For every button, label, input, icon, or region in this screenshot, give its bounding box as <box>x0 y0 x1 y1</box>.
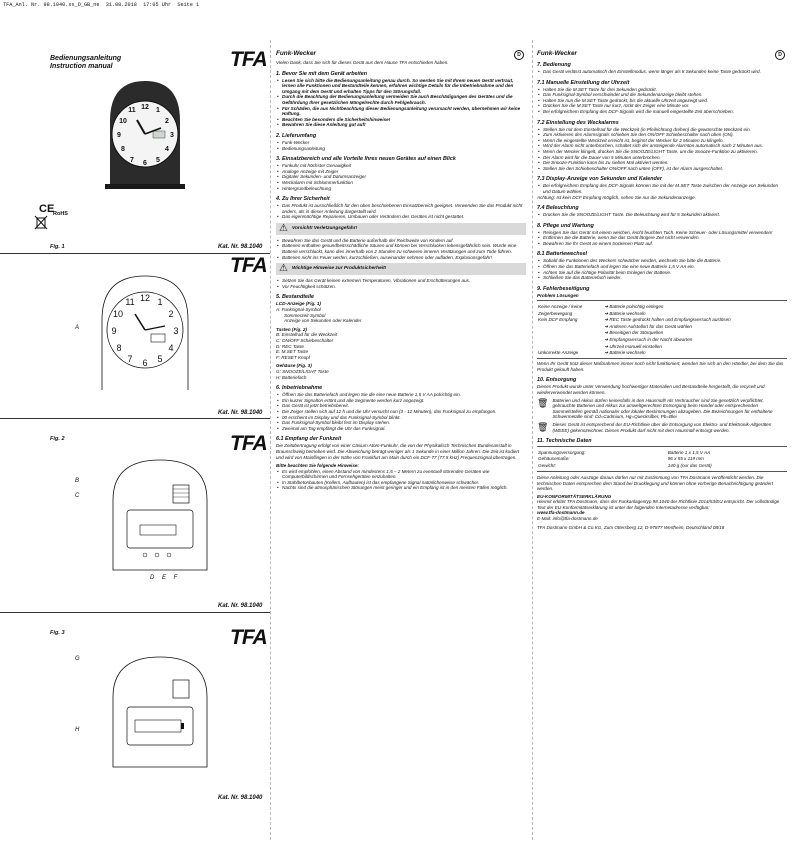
table-row: ➜ Anderen Aufstellort für das Gerät wählen <box>604 323 692 329</box>
tfa-logo: TFA <box>230 626 267 649</box>
divider <box>0 612 270 613</box>
section-heading: 7.3 Display-Anzeige von Sekunden und Kalender <box>537 176 662 183</box>
label-c: C <box>75 493 80 499</box>
section-heading: 11. Technische Daten <box>537 438 592 445</box>
section-heading: 6. Inbetriebnahme <box>276 385 323 392</box>
label-g: G <box>75 656 80 662</box>
list-item: • Öffnen Sie das Batteriefach und legen Sie eine neue Batterie 1,5 V AA ein. <box>543 264 787 270</box>
svg-text:2: 2 <box>165 118 169 125</box>
list-item: • Für Schäden, die aus Nichtbeachtung dieser Bedienungsanleitung verursacht werden, übernehmen wir keine Haftung. <box>282 106 526 117</box>
section-heading: 9. Fehlerbeseitigung <box>537 285 590 292</box>
svg-text:5: 5 <box>156 157 160 164</box>
list-item: • Funk-Wecker <box>282 140 526 146</box>
list-item: • Batterien nicht ins Feuer werfen, kurzschließen, auseinander nehmen oder aufladen. Explosionsgefahr! <box>282 255 526 261</box>
fault-table <box>537 303 787 356</box>
list-item: • Achten Sie auf die richtige Polarität beim Einlegen der Batterie. <box>543 270 787 276</box>
paragraph: Hiermit erklärt TFA Dostmann, dass der Funkanlagentyp 98.1040 der Richtlinie 2014/53/EU entspricht. Der vollständige Text der EU-Konformitätserklärung ist unter der folgenden Internetadresse verfügbar: <box>537 499 780 510</box>
section-heading: 7.1 Manuelle Einstellung der Uhrzeit <box>537 79 630 86</box>
list-item: • Analoge Anzeige mit Zeiger <box>282 169 526 175</box>
list-item: • Stellen Sie den Schiebeschalter ON/OFF nach unten (OFF), ist der Alarm ausgeschaltet. <box>543 166 787 172</box>
list-item: • Zum Aktivieren des Alarmsignals schieben Sie den ON/OFF Schiebeschalter nach oben (ON). <box>543 132 787 138</box>
text-line: Anzeige von Sekunden oder Kalender <box>284 318 362 324</box>
text-line: F: RESET Knopf <box>276 354 310 360</box>
svg-text:5: 5 <box>157 354 163 364</box>
table-row: Zeigerbewegung ➜ Batterie wechseln <box>538 310 646 316</box>
list-item: • Das Funksignal-Symbol verschwindet und die Sekundenanzeige bleibt stehen. <box>543 92 787 98</box>
language-badge: D <box>775 50 785 60</box>
svg-text:12: 12 <box>141 104 149 111</box>
svg-text:10: 10 <box>112 309 124 319</box>
list-item: • Bewahren Sie das Gerät und die Batterie außerhalb der Reichweite von Kindern auf. <box>282 238 526 244</box>
paragraph: Die Zeitübertragung erfolgt von einer Cäsium Atom-Funkuhr, die von der Physikalisch Technischen Bundesanstalt in Braunschweig betrieben wird. Die Abweichung beträgt weniger als 1 Sekunde in einer Million Jahren. Die Zeit ist kodiert und wird von Mainflingen in der Nähe von Frankfurt am Main durch ein DCF-77 (77.5 kHz) Frequenzsignal übertragen. <box>276 443 520 460</box>
rohs-mark: RoHS <box>53 211 68 217</box>
company-address: TFA Dostmann GmbH & Co.KG, Zum Ottersberg 12, D-97877 Wertheim, Deutschland 08/18 <box>537 524 725 530</box>
section-heading: 8. Pflege und Wartung <box>537 222 594 229</box>
list-item: • Bedienungsanleitung <box>282 146 526 152</box>
warning-icon: ⚠ <box>279 263 288 275</box>
section-heading: 6.1 Empfang der Funkzeit <box>276 436 342 443</box>
svg-text:4: 4 <box>165 146 169 153</box>
text-line: B: Einstellrad für die Weckzeit <box>276 332 337 338</box>
list-item: • Es wird empfohlen, einen Abstand von mindestens 1,5 – 2 Metern zu eventuell störenden Geräten wie Computerbildschirmen und Fernsehgeräten einzuhalten. <box>282 469 526 480</box>
weee-bin-icon: 🗑 <box>537 421 549 432</box>
intro-text: Vielen Dank, dass Sie sich für dieses Gerät aus dem Hause TFA entschieden haben. <box>276 60 449 65</box>
svg-text:4: 4 <box>168 343 174 353</box>
list-item: • Nachts sind die atmosphärischen Störungen meist geringer und ein Empfang ist in den meisten Fällen möglich. <box>282 485 526 491</box>
section-heading: 3. Einsatzbereich und alle Vorteile Ihres neuen Gerätes auf einen Blick <box>276 156 456 163</box>
website-link[interactable]: www.tfa-dostmann.de <box>537 510 585 516</box>
list-item: • Der Alarm wird für die Dauer von 5 Minuten unterbrochen. <box>543 155 787 161</box>
paragraph: Dieses Produkt wurde unter Verwendung hochwertiger Materialien und Bestandteile hergestellt, die recycelt und wiederverwendet werden können. <box>537 384 765 395</box>
list-item: • Ein kurzer Signalton ertönt und alle Segmente werden kurz angezeigt. <box>282 398 526 404</box>
svg-text:1: 1 <box>157 297 163 307</box>
tfa-logo: TFA <box>230 432 267 455</box>
table-row: Keine Anzeige / keine ➜ Batterie polrichtig einlegen <box>538 303 664 309</box>
svg-text:3: 3 <box>173 326 179 336</box>
table-row: ➜ Beseitigen der Störquellen <box>604 330 664 336</box>
list-item: • Wird der Alarm nicht unterbrochen, schaltet sich der ansteigende Alarmton automatisch nach 2 Minuten aus. <box>543 143 787 149</box>
list-item: • Wenn der Wecker klingelt, drücken Sie die SNOOZE/LIGHT Taste, um die Snooze-Funktion zu aktivieren. <box>543 149 787 155</box>
list-item: • Setzen Sie das Gerät keinen extremen Temperaturen, Vibrationen und Erschütterungen aus. <box>282 278 526 284</box>
warning-icon: ⚠ <box>279 222 288 234</box>
label-a: A <box>75 325 80 331</box>
svg-text:6: 6 <box>142 358 148 368</box>
warning-box <box>276 223 526 235</box>
section-list <box>276 78 526 128</box>
section-heading: 7. Bedienung <box>537 62 571 68</box>
paragraph: Batterien und Akkus dürfen keinesfalls in den Hausmüll! Als Verbraucher sind Sie gesetzlich verpflichtet, gebrauchte Batterien und Akkus zur umweltgerechten Entsorgung beim Handel oder entsprechenden Sammelstellen gemäß nationaler oder lokaler Bestimmungen abzugeben. Die Bezeichnungen für enthaltene Schwermetalle sind: Cd=Cadmium, Hg=Quecksilber, Pb=Blei <box>552 397 773 420</box>
subheading: Bitte beachten Sie folgende Hinweise: <box>276 463 359 469</box>
list-item: • Öffnen Sie das Batteriefach und legen Sie die eine neue Batterie 1,5 V AA polrichtig ein. <box>282 392 526 398</box>
catalog-number: Kat. Nr. 98.1040 <box>218 410 263 416</box>
text-line: H: Batteriefach <box>276 374 307 380</box>
right-column <box>537 50 787 530</box>
list-item: • Bewahren Sie diese Anleitung gut auf! <box>282 122 526 128</box>
list-item: • Reinigen Sie das Gerät mit einem weichen, leicht feuchten Tuch. Keine Scheuer- oder Lösungsmittel verwenden! <box>543 230 787 236</box>
table-row: ➜ Empfangsversuch in der Nacht abwarten <box>604 336 693 342</box>
divider <box>0 418 270 419</box>
svg-text:9: 9 <box>117 132 121 139</box>
text-line: D: REC Taste <box>276 343 304 349</box>
list-item: • 00 erscheint im Display und das Funksignal-Symbol blinkt. <box>282 415 526 421</box>
table-row: Gewicht: 140 g (nur das Gerät) <box>538 462 712 468</box>
list-item: • Hintergrundbeleuchtung <box>282 186 526 192</box>
section-heading: 4. Zu Ihrer Sicherheit <box>276 196 330 203</box>
section-heading: 1. Bevor Sie mit dem Gerät arbeiten <box>276 70 368 77</box>
list-item: • Halten Sie nun die M.SET Taste gedrückt, bis die aktuelle Uhrzeit angezeigt wird. <box>543 98 787 104</box>
clock-photo <box>95 76 195 191</box>
middle-column <box>276 50 526 491</box>
list-item: • Zweimal am Tag empfängt die Uhr das Funksignal. <box>282 426 526 432</box>
clock-face-diagram <box>90 272 200 392</box>
fig3-label: Fig. 3 <box>50 630 65 636</box>
column-divider <box>270 40 271 840</box>
table-row: Kein DCF Empfang ➜ REC Taste gedrückt halten und Empfangsversuch auslösen <box>538 317 731 323</box>
list-item: • Lesen Sie sich bitte die Bedienungsanleitung genau durch. So werden Sie mit Ihrem neuen Gerät vertraut, lernen alle Funktionen und Bestandteile kennen, erfahren wichtige Details für die Inbetriebnahme und den Umgang mit dem Gerät und erhalten Tipps für den Störungsfall. <box>282 78 526 95</box>
table-row: ➜ Uhrzeit manuell einstellen <box>604 343 662 349</box>
svg-text:6: 6 <box>143 160 147 167</box>
list-item: • Wenn die eingestellte Weckzeit erreicht ist, beginnt der Wecker für 2 Minuten zu klingeln. <box>543 138 787 144</box>
svg-text:3: 3 <box>170 132 174 139</box>
svg-text:7: 7 <box>130 157 134 164</box>
manual-title-en: Instruction manual <box>50 63 113 70</box>
text-line: Sommerzeit-Symbol <box>284 312 326 318</box>
list-item: • Durch die Beachtung der Bedienungsanleitung vermeiden Sie auch Beschädigungen des Gerätes und die Gefährdung Ihrer gesetzlichen Mängelrechte durch Fehlgebrauch. <box>282 94 526 105</box>
page-title: Funk-Wecker <box>276 50 317 57</box>
section-heading: 7.4 Beleuchtung <box>537 205 579 212</box>
table-row: Unkorrekte Anzeige ➜ Batterie wechseln <box>538 350 646 356</box>
svg-text:2: 2 <box>168 309 174 319</box>
text-line: E: M.SET Taste <box>276 349 308 355</box>
list-item: • Drücken Sie die M.SET Taste nur kurz, rückt der Zeiger eine Minute vor. <box>543 103 787 109</box>
list-item: • Bei erfolgreichem Empfang des DCF-Signals können Sie mit der M.SET Taste zwischen der Anzeige von Sekunden und Datum wählen. <box>543 183 787 194</box>
catalog-number: Kat. Nr. 98.1040 <box>218 244 263 250</box>
list-item: • Drücken Sie die SNOOZE/LIGHT Taste. Die Beleuchtung wird für 5 Sekunden aktiviert. <box>543 212 787 218</box>
clock-battery-diagram <box>105 652 215 772</box>
list-item: • Das Gerät verlässt automatisch den Einstellmodus, wenn länger als 8 Sekunden keine Taste gedrückt wird. <box>543 69 787 75</box>
list-item: • Beachten Sie besonders die Sicherheitshinweise! <box>282 117 526 123</box>
list-item: • Das Produkt ist ausschließlich für den oben beschriebenen Einsatzbereich geeignet. Verwenden Sie das Produkt nicht anders, als in dieser Anleitung dargestellt wird. <box>282 203 526 214</box>
list-item: • Entfernen Sie die Batterie, wenn Sie das Gerät längere Zeit nicht verwenden. <box>543 235 787 241</box>
label-h: H <box>75 727 80 733</box>
paragraph: Dieses Gerät ist entsprechend der EU-Richtlinie über die Entsorgung von Elektro- und Elektronik-Altgeräten (WEEE) gekennzeichnet. Dieses Produkt darf nicht mit dem Hausmüll entsorgt werden. <box>552 421 772 433</box>
list-item: • Das eigenmächtige Reparieren, Umbauen oder Verändern des Gerätes ist nicht gestattet. <box>282 214 526 220</box>
print-header: TFA_Anl. Nr. 98.1040.xx_D_GB_ne 31.08.2018 17:05 Uhr Seite 1 <box>3 2 200 8</box>
subheading: Tasten (Fig. 2) <box>276 326 307 332</box>
column-divider <box>532 40 533 840</box>
legal-text: Diese Anleitung oder Auszüge daraus dürfen nur mit Zustimmung von TFA Dostmann veröffentlicht werden. Die technischen Daten entsprechen dem Stand bei Drucklegung und können ohne vorherige Benachrichtigung geändert werden. <box>537 474 773 492</box>
label-def: D E F <box>150 575 181 581</box>
section-heading: 5. Bestandteile <box>276 294 315 301</box>
list-item: • Funkuhr mit höchster Genauigkeit <box>282 163 526 169</box>
catalog-number: Kat. Nr. 98.1040 <box>218 603 263 609</box>
section-heading: 2. Lieferumfang <box>276 132 317 139</box>
list-item: • Die Zeiger stellen sich auf 12 h und die Uhr versucht nun (3 - 12 Minuten), das Funksignal zu empfangen. <box>282 409 526 415</box>
text-line: G: SNOOZE/LIGHT Taste <box>276 368 329 374</box>
list-item: • Das Gerät ist jetzt betriebsbereit. <box>282 403 526 409</box>
manual-title-de: Bedienungsanleitung <box>50 55 122 62</box>
table-header: Problem Lösungen <box>537 292 579 298</box>
list-item: • Bewahren Sie Ihr Gerät an einem trockenen Platz auf. <box>543 241 787 247</box>
note-text: Wenn Ihr Gerät trotz dieser Maßnahmen immer noch nicht funktioniert, wenden Sie sich an den Händler, bei dem Sie das Produkt gekauft haben. <box>537 361 784 372</box>
fig1-label: Fig. 1 <box>50 244 65 250</box>
list-item: • Digitaler Sekunden- und Datumsanzeiger <box>282 174 526 180</box>
warning-text: Wichtige Hinweise zur Produktsicherheit! <box>291 266 387 272</box>
list-item: • Stellen Sie mit dem Einstellrad für die Weckzeit (in Pfeilrichtung drehen) die gewünschte Weckzeit ein. <box>543 127 787 133</box>
list-item: • Die Snooze-Funktion kann bis zu sieben Mal aktiviert werden. <box>543 160 787 166</box>
section-heading: 7.2 Einstellung des Weckalarms <box>537 119 619 126</box>
tfa-logo: TFA <box>230 254 267 277</box>
list-item: • Weckalarm mit Schlummerfunktion <box>282 180 526 186</box>
email-link[interactable]: E-Mail: info@tfa-dostmann.de <box>537 516 598 522</box>
list-item: • Vor Feuchtigkeit schützen. <box>282 284 526 290</box>
svg-text:11: 11 <box>128 107 136 114</box>
svg-text:9: 9 <box>111 326 117 336</box>
clock-back-diagram <box>105 455 215 575</box>
list-item: • In Stahlbetonbauten (Kellern, Aufbauten) ist das empfangene Signal natürlicherweise schwächer. <box>282 480 526 486</box>
svg-text:8: 8 <box>116 343 122 353</box>
svg-text:11: 11 <box>125 297 135 307</box>
fig2-label: Fig. 2 <box>50 436 65 442</box>
text-line: C: ON/OFF Schiebeschalter <box>276 338 334 343</box>
battery-bin-icon: 🗑 <box>537 397 549 408</box>
svg-text:1: 1 <box>156 107 160 114</box>
subheading: EU-KONFORMITÄTSERKLÄRUNG <box>537 493 612 499</box>
label-b: B <box>75 478 80 484</box>
table-row: Gehäusemaße: 96 x 55 x 119 mm <box>538 456 704 462</box>
list-item: • Batterien enthalten gesundheitsschädliche Säuren und können bei Verschlucken lebensgefährlich sein. Wurde eine Batterie verschluckt, kann dies innerhalb von 2 Stunden zu schweren inneren Verätzungen und zum Tode führen. <box>282 243 526 254</box>
text-line: A: Funksignal-Symbol <box>276 307 321 313</box>
language-badge: D <box>514 50 524 60</box>
warning-box <box>276 263 526 275</box>
svg-text:7: 7 <box>127 354 133 364</box>
page-title: Funk-Wecker <box>537 50 578 57</box>
section-heading: 10. Entsorgung <box>537 377 577 384</box>
svg-text:12: 12 <box>139 293 151 303</box>
ce-mark: CE <box>39 203 55 215</box>
list-item: • Bei erfolgreichem Empfang des DCF-Signals wird die manuell eingestellte Zeit überschrieben. <box>543 109 787 115</box>
section-heading: 8.1 Batteriewechsel <box>537 251 588 258</box>
list-item: • Das Funksignal-Symbol bleibt fest im Display stehen. <box>282 420 526 426</box>
list-item: • Sobald die Funktionen des Weckers schwächer werden, wechseln Sie bitte die Batterie. <box>543 258 787 264</box>
list-item: • Halten Sie die M.SET Taste für drei Sekunden gedrückt. <box>543 87 787 93</box>
table-row: Spannungsversorgung: Batterie 1 x 1,5 V AA <box>538 449 711 455</box>
subheading: Gehäuse (Fig. 3) <box>276 363 312 369</box>
note-text: Achtung: Ist kein DCF Empfang möglich, sehen Sie nur die Sekundenanzeige. <box>537 194 697 200</box>
svg-text:10: 10 <box>119 118 127 125</box>
subheading: LCD-Anzeige (Fig. 1) <box>276 301 321 307</box>
weee-bin-icon <box>33 214 49 230</box>
warning-text: Vorsicht! Verletzungsgefahr! <box>291 226 358 232</box>
spec-table <box>537 449 787 469</box>
list-item: • Schließen Sie das Batteriefach wieder. <box>543 275 787 281</box>
svg-text:8: 8 <box>121 146 125 153</box>
catalog-number: Kat. Nr. 98.1040 <box>218 795 263 801</box>
tfa-logo: TFA <box>230 48 267 71</box>
